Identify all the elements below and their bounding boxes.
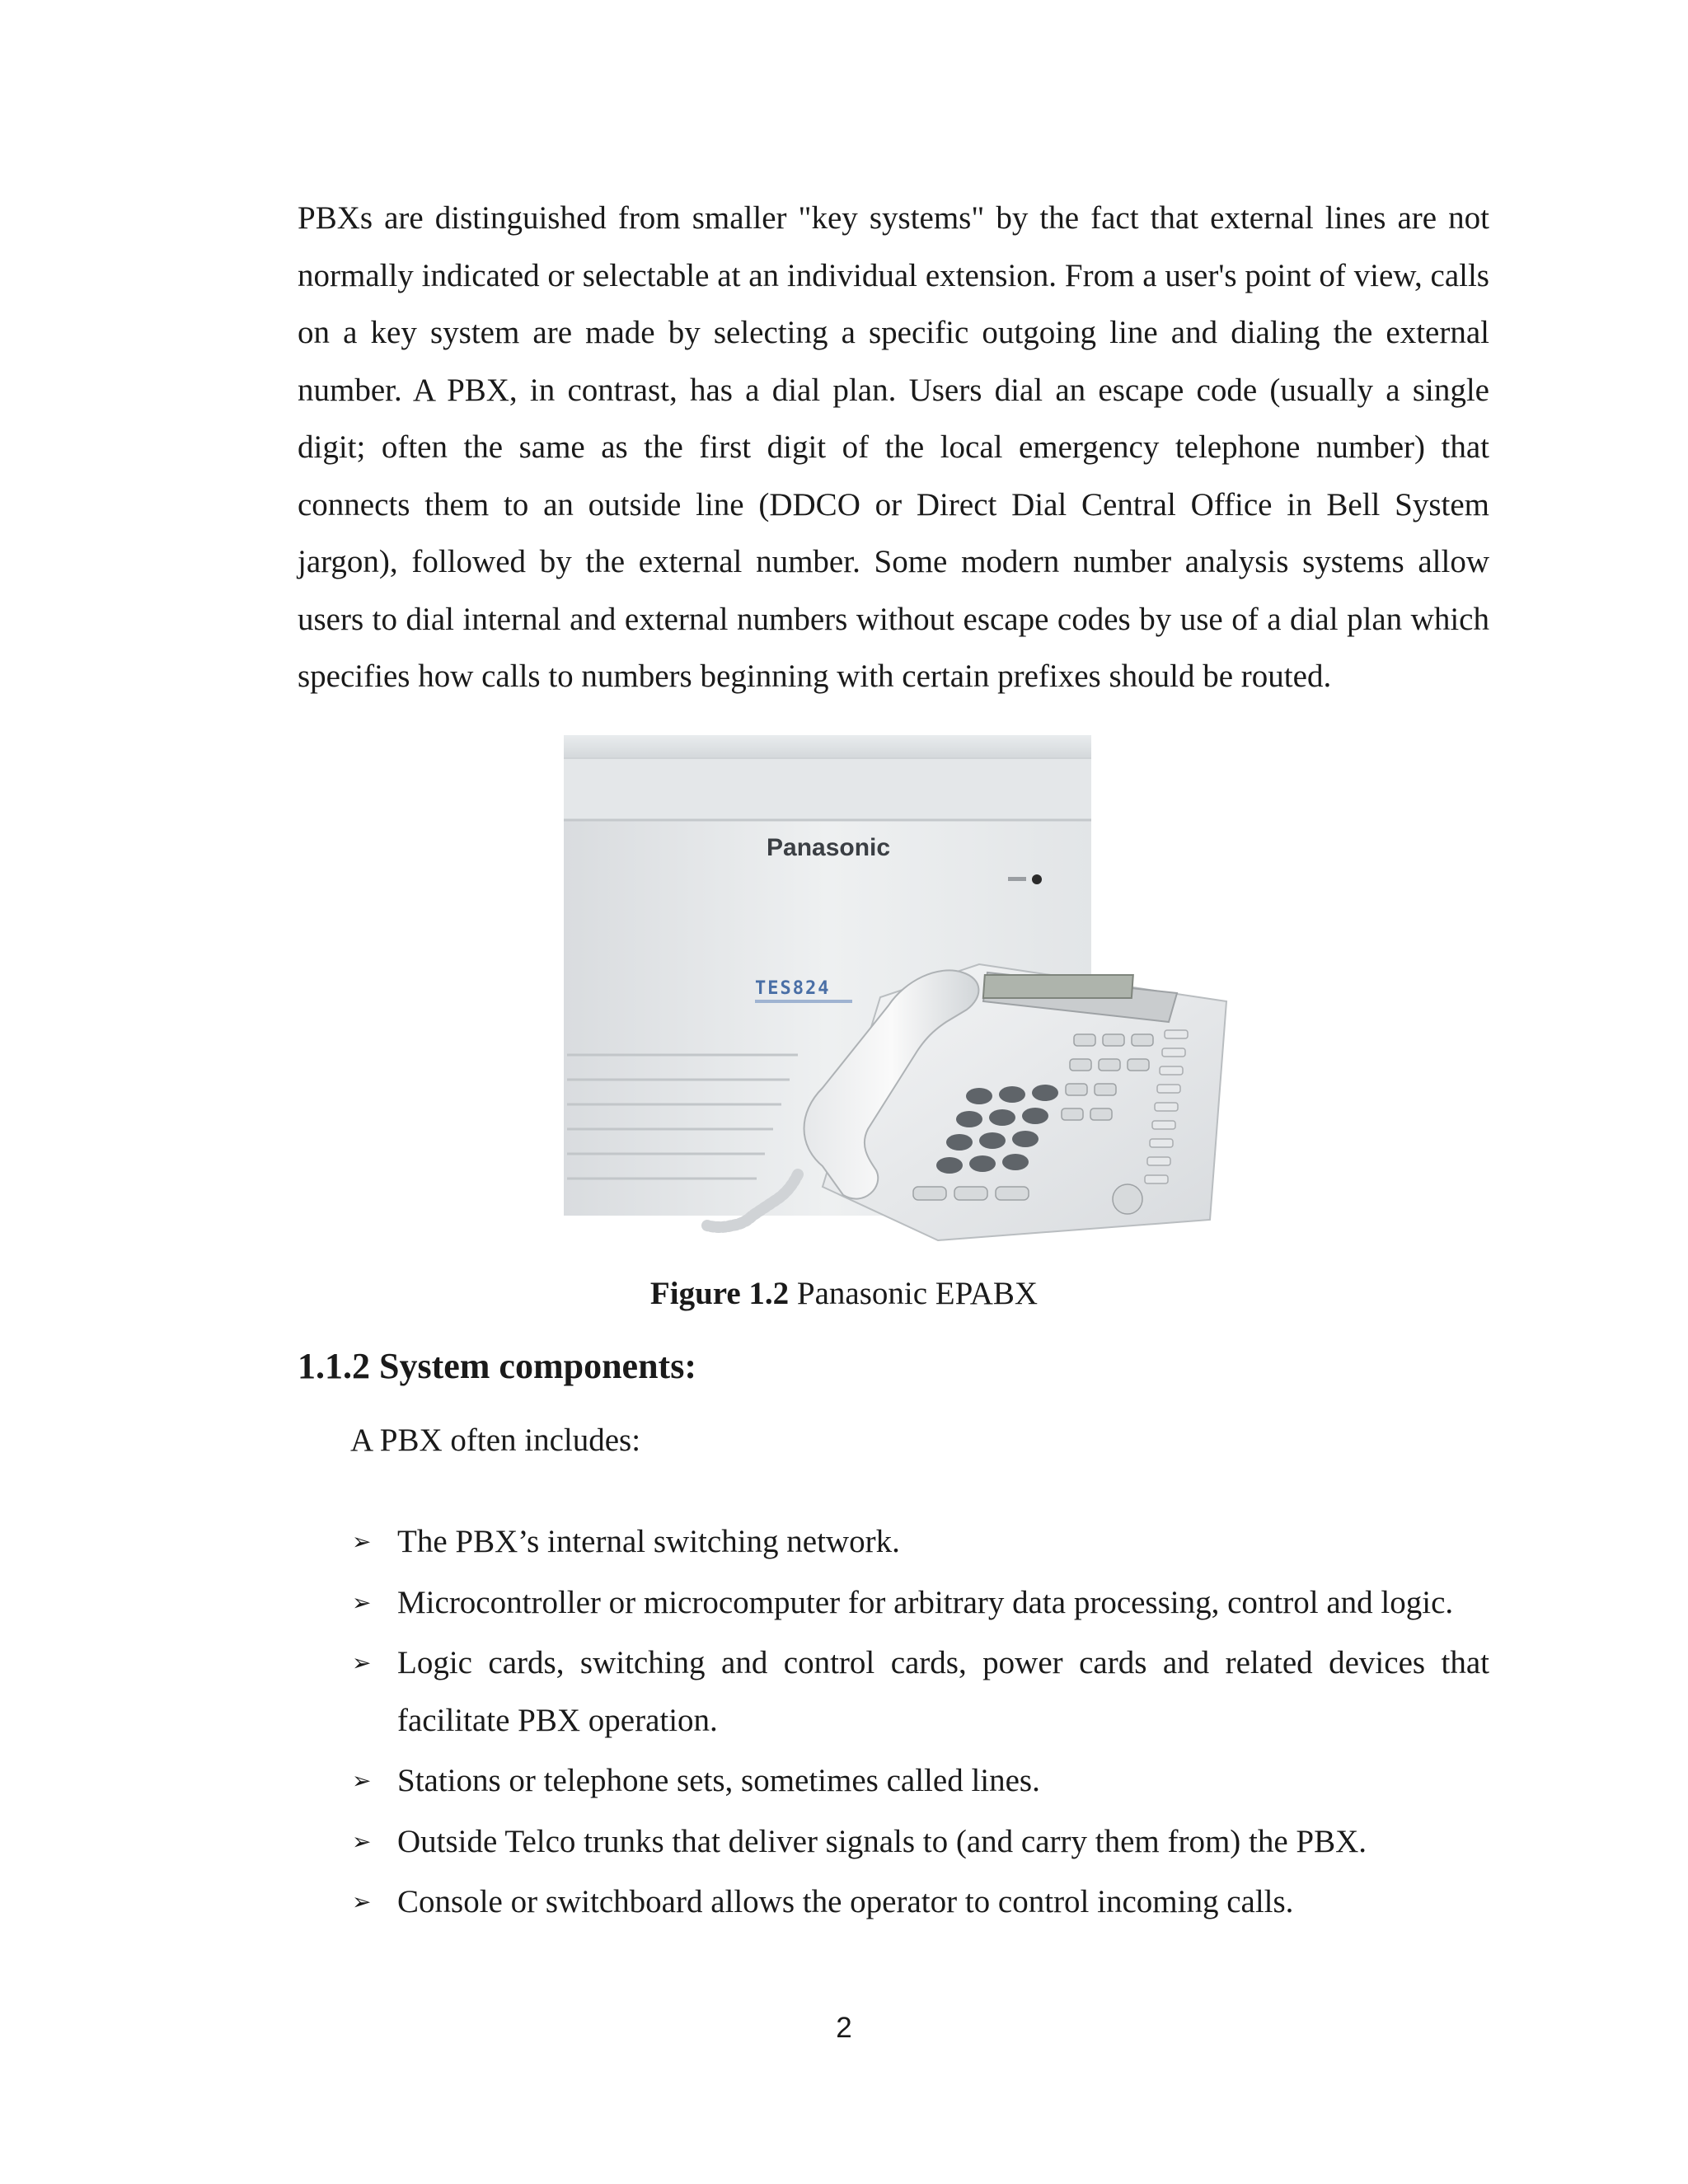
power-led-icon [1032, 874, 1042, 884]
list-item-text: Outside Telco trunks that deliver signals to (and carry them from) the PBX. [397, 1823, 1367, 1859]
figure-caption-text: Panasonic EPABX [789, 1276, 1039, 1311]
list-item [298, 1752, 1489, 1810]
list-item-text: The PBX’s internal switching network. [397, 1524, 900, 1559]
list-item [298, 1813, 1489, 1871]
list-item [298, 1634, 1489, 1749]
intro-paragraph: PBXs are distinguished from smaller "key systems" by the fact that external lines are not normally indicated or selectable at an individual extension. From a user's point of view, calls on a key system are made by selecting a specific outgoing line and dialing the external number. A PBX, in contrast, has a dial plan. Users dial an escape code (usually a single digit; often the same as the first digit of the local emergency telephone number) that connects them to an outside line (DDCO or Direct Dial Central Office in Bell System jargon), followed by the external number. Some modern number analysis systems allow users to dial internal and external numbers without escape codes by use of a dial plan which specifies how calls to numbers beginning with certain prefixes should be routed. [298, 200, 1489, 694]
model-logo: TES824 [755, 978, 831, 999]
phone-display [983, 975, 1133, 998]
list-item-text: Logic cards, switching and control cards, power cards and related devices that facilitate PBX operation. [397, 1645, 1489, 1738]
figure-caption-label: Figure 1.2 [649, 1276, 790, 1311]
components-list [298, 1513, 1489, 1934]
list-item [298, 1873, 1489, 1931]
arrowhead-bullet-icon: ➢ [352, 1827, 372, 1855]
list-item [298, 1513, 1489, 1571]
list-item-text: Microcontroller or microcomputer for arbitrary data processing, control and logic. [397, 1584, 1454, 1620]
arrowhead-bullet-icon: ➢ [352, 1888, 372, 1915]
arrowhead-bullet-icon: ➢ [352, 1767, 372, 1794]
list-item [298, 1574, 1489, 1632]
pbx-device-illustration [551, 725, 1243, 1253]
section-lead: A PBX often includes: [350, 1422, 641, 1458]
section-heading: 1.1.2 System components: [298, 1346, 696, 1386]
list-item-text: Stations or telephone sets, sometimes called lines. [397, 1763, 1040, 1798]
arrowhead-bullet-icon: ➢ [352, 1528, 372, 1555]
page-number: 2 [836, 2012, 852, 2044]
list-item-text: Console or switchboard allows the operator to control incoming calls. [397, 1884, 1294, 1919]
brand-logo: Panasonic [767, 834, 891, 861]
arrowhead-bullet-icon: ➢ [352, 1649, 372, 1676]
figure-caption [0, 1273, 1688, 1315]
figure-image [551, 725, 1243, 1253]
arrowhead-bullet-icon: ➢ [352, 1588, 372, 1616]
